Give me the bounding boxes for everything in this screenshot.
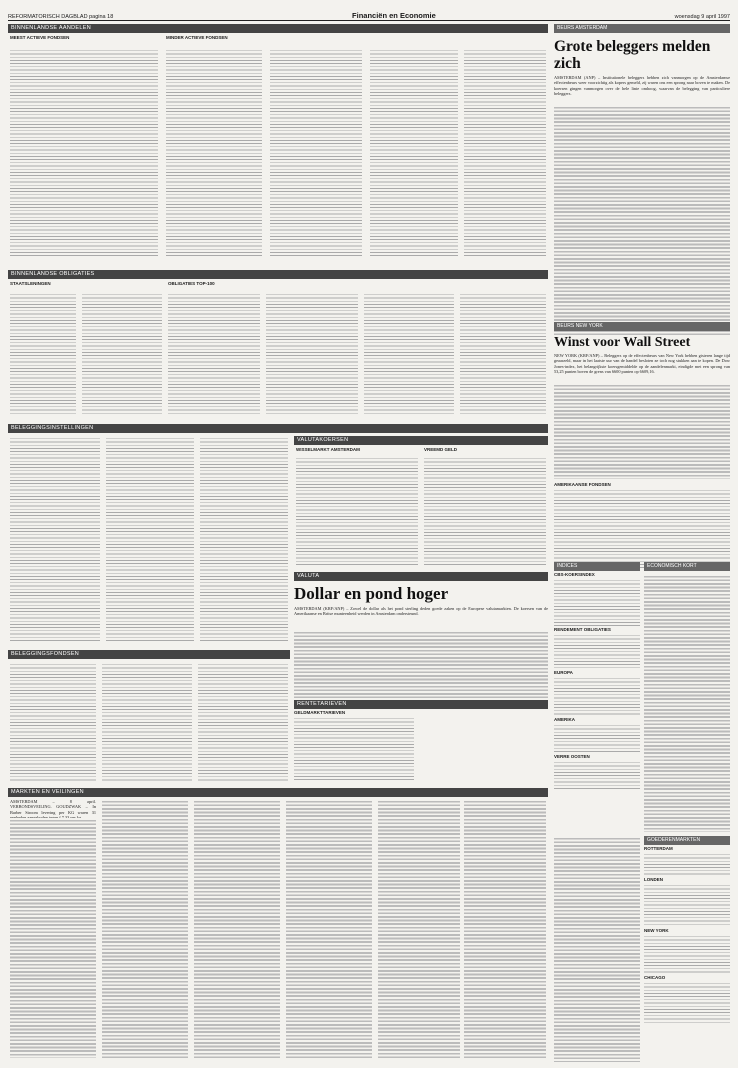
headline-winst-newyork: Winst voor Wall Street [554,335,691,350]
article-beurs-newyork [554,322,730,558]
table-rotterdam [644,852,730,876]
table-minder-actieve-4 [464,48,546,256]
section-title-valuta: VALUTA [294,572,548,581]
table-instellingen-1 [10,436,100,642]
section-markten [8,788,548,1062]
table-meest-actieve [10,48,158,256]
subhead-meest-actieve: MEEST ACTIEVE FONDSEN [10,35,70,40]
table-verre-oosten [554,760,640,790]
table-fondsen-1 [10,662,96,782]
table-chicago [644,981,730,1025]
section-title-beleggingsinstellingen: BELEGGINGSINSTELLINGEN [8,424,548,433]
subhead-obligaties-top: OBLIGATIES TOP-100 [168,281,215,286]
markten-col-3 [194,799,280,1058]
subhead-staatsleningen: STAATSLENINGEN [10,281,51,286]
header-section-title: Financiën en Economie [352,11,436,20]
markten-col-5 [378,799,460,1058]
article-lead-amsterdam: AMSTERDAM (ANP) – Institutionele beleggers hebben zich vanmorgen op de Amsterdamse effectenbeurs weer voorzichtig als kopers gemeld, zij waren ons een sprong naar boven te maken. De koersen gingen vanmorgen over de hele linie omhoog, waarvan de belegging van particuliere beleggers. [554,75,730,97]
table-geldmarkt [294,716,414,782]
section-title-aandelen: BINNENLANDSE AANDELEN [8,24,548,33]
table-amerika [554,723,640,753]
subhead-londen: LONDEN [644,877,663,882]
subhead-new-york-goederen: NEW YORK [644,928,669,933]
section-obligaties [8,270,548,420]
header-date: woensdag 9 april 1997 [674,14,730,20]
markten-lead: AMSTERDAM – 8 april. VERBONDSVEILING. GOUDZWAK – In Barber Stroom levering per KG waren 31 [10,799,96,815]
markten-col-1 [10,818,96,1058]
economisch-kort-body [644,574,730,832]
subhead-geldmarkttarieven: GELDMARKTTARIEVEN [294,710,346,715]
table-staatsleningen-2 [82,292,162,416]
article-lead-newyork: NEW YORK (KRF/ANP) – Beleggers op de effectenbeurs van New York hebben gisteren lange tijd geaarzeld, maar in het laatste uur van de handel besloten ze toch nog stukken aan te kopen. De Dow Jones-index, het belangrijkste koersgemiddelde op de aandelenmarkt, eindigde met een sprong van 53,25 punten boven de grens van 6600 punten op 6609,16. [554,353,730,375]
section-title-rentetarieven: RENTETARIEVEN [294,700,548,709]
section-title-goederenmarkten: GOEDERENMARKTEN [644,836,730,845]
subhead-rotterdam: ROTTERDAM [644,846,673,851]
subhead-chicago: CHICAGO [644,975,666,980]
markten-col-2 [102,799,188,1058]
subhead-verre-oosten: VERRE OOSTEN [554,754,590,759]
page-header [8,6,730,21]
table-wisselmarkt [296,456,418,566]
table-fondsen-2 [102,662,192,782]
table-minder-actieve-3 [370,48,458,256]
table-fondsen-3 [198,662,288,782]
section-indices [554,562,640,832]
section-rentetarieven [294,700,548,784]
article-body-valuta [294,630,548,698]
section-valutakoersen [294,436,548,568]
subhead-amerikaanse-fondsen: AMERIKAANSE FONDSEN [554,482,611,487]
table-rendement [554,633,640,669]
table-obligaties-3 [364,292,454,416]
subhead-rendement: RENDEMENT OBLIGATIES [554,627,611,632]
table-obligaties-2 [266,292,358,416]
section-title-valutakoersen: VALUTAKOERSEN [294,436,548,445]
markten-col-4 [286,799,372,1058]
section-economisch-kort [644,562,730,832]
markten-col-6 [464,799,546,1058]
table-obligaties-1 [168,292,260,416]
subhead-europa: EUROPA [554,670,573,675]
table-obligaties-4 [460,292,546,416]
section-aandelen [8,24,548,264]
article-valuta [294,572,548,696]
header-left: REFORMATORISCH DAGBLAD pagina 18 [8,14,114,20]
article-body-amsterdam [554,105,730,335]
table-minder-actieve-1 [166,48,262,256]
headline-grote-beleggers: Grote beleggers melden zich [554,38,711,72]
subhead-minder-actieve: MINDER ACTIEVE FONDSEN [166,35,228,40]
headline-dollar-pond: Dollar en pond hoger [294,584,449,603]
subhead-wisselmarkt: WISSELMARKT AMSTERDAM [296,447,360,452]
subhead-vreemd-geld: VREEMD GELD [424,447,458,452]
table-europa [554,676,640,716]
subhead-amerika: AMERIKA [554,717,575,722]
table-londen [644,883,730,927]
section-goederenmarkten [644,836,730,1062]
subhead-cbs: CBS-KOERSINDEX [554,572,595,577]
table-new-york-goederen [644,934,730,974]
table-amerikaanse-fondsen [554,488,730,568]
section-title-economisch-kort: ECONOMISCH KORT [644,562,730,571]
table-staatsleningen-1 [10,292,76,416]
table-instellingen-2 [106,436,194,642]
article-beurs-amsterdam [554,24,730,316]
article-lead-valuta: AMSTERDAM (KRF/ANP) – Zowel de dollar als het pond sterling deden goede zaken op de Europese valutamarkten. De koersen van de Amerikaanse en Britse munteenheid werden in Amsterdam ondersteund. [294,606,548,617]
table-minder-actieve-2 [270,48,362,256]
section-title-beleggingsfondsen: BELEGGINGSFONDSEN [8,650,290,659]
newspaper-page [8,6,730,1062]
section-title-beurs-amsterdam: BEURS AMSTERDAM [554,24,730,33]
markten-continuation [554,836,640,1062]
section-beleggingsfondsen [8,650,290,784]
article-body-newyork [554,383,730,479]
table-instellingen-3 [200,436,288,642]
section-title-obligaties: BINNENLANDSE OBLIGATIES [8,270,548,279]
table-vreemd-geld [424,456,546,566]
section-title-beurs-newyork: BEURS NEW YORK [554,322,730,331]
section-title-markten: MARKTEN EN VEILINGEN [8,788,548,797]
table-cbs [554,578,640,626]
section-title-indices: INDICES [554,562,640,571]
